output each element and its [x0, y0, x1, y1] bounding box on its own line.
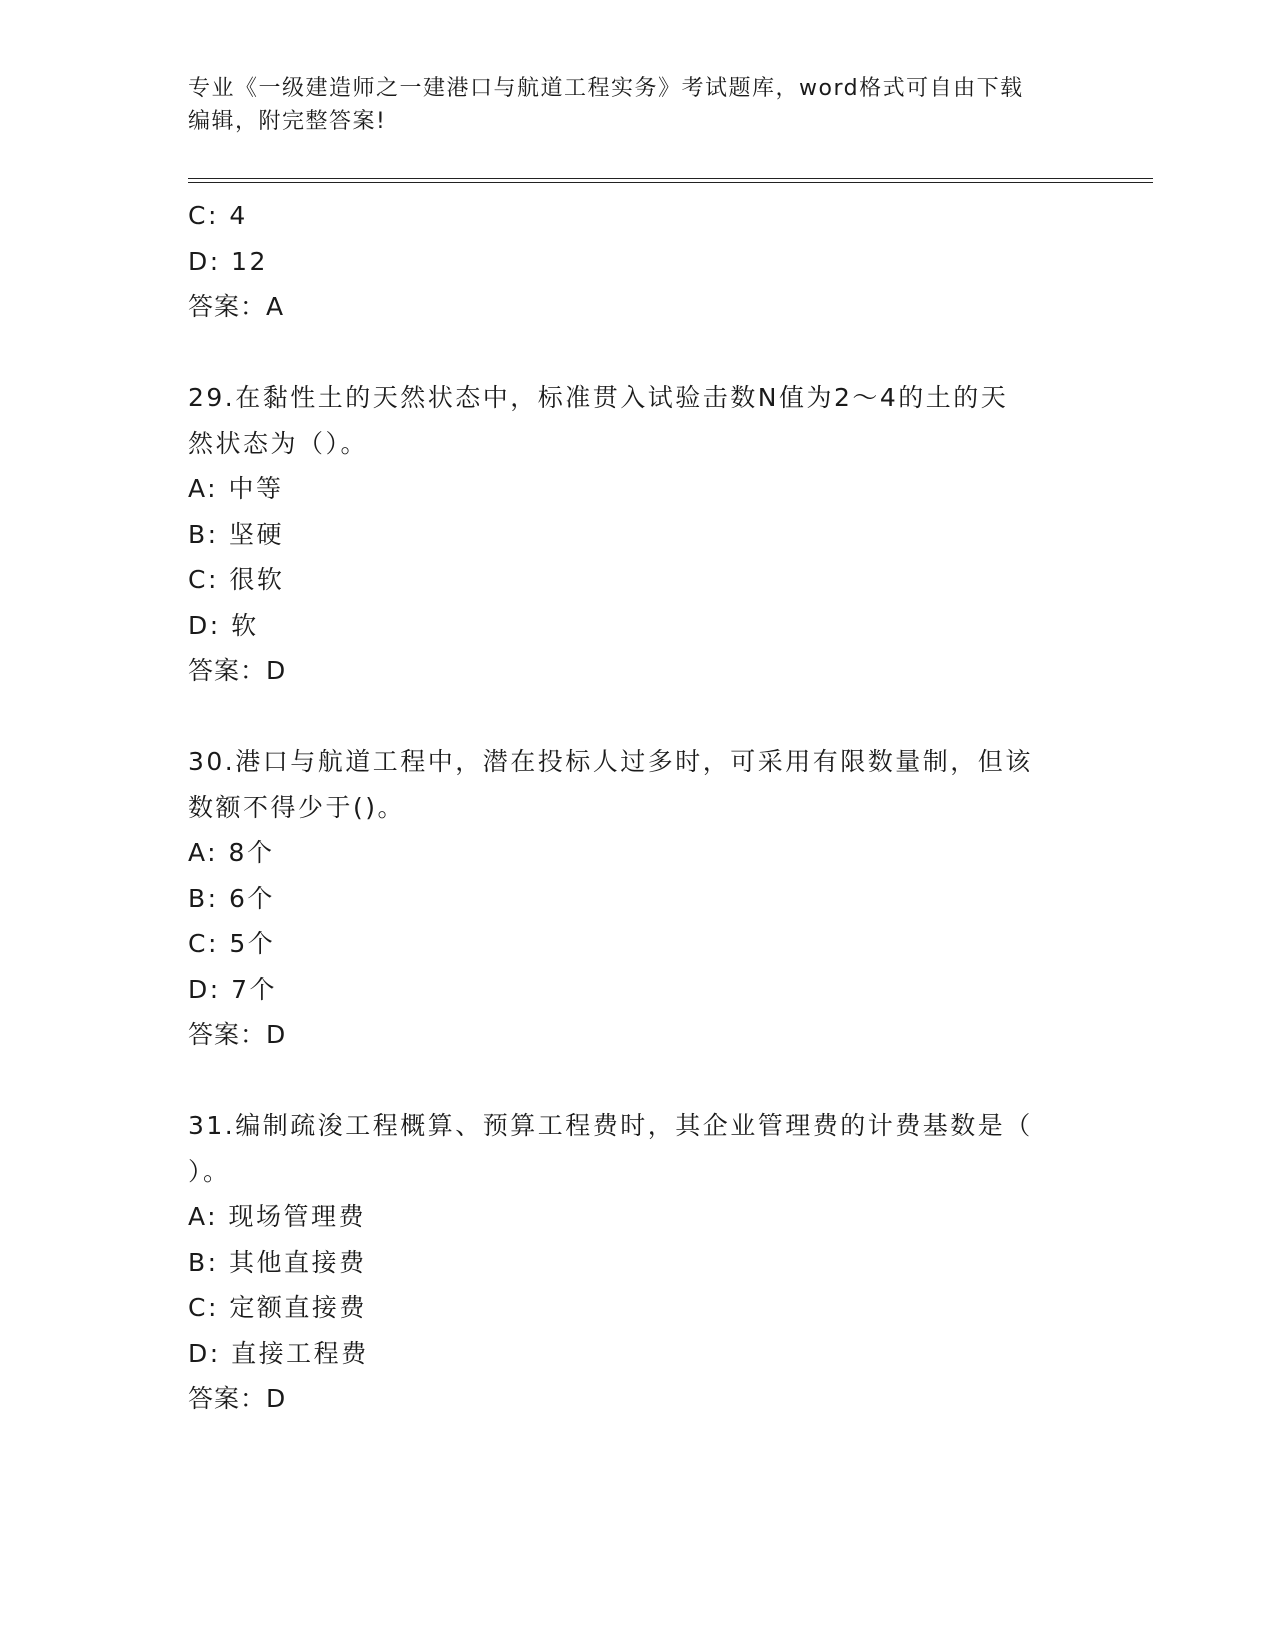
previous-question-tail [188, 193, 1088, 330]
option-d: D: 7个 [188, 974, 278, 1004]
question-stem: 29.在黏性土的天然状态中，标准贯入试验击数N值为2～4的土的天 [188, 383, 1009, 412]
option-a: A: 现场管理费 [188, 1202, 367, 1231]
header-line-1: 专业《一级建造师之一建港口与航道工程实务》考试题库，word格式可自由下载 [188, 76, 1024, 101]
question-29 [188, 375, 1088, 694]
answer-line: 答案：D [188, 1020, 287, 1049]
header-rule-bottom [188, 182, 1153, 183]
question-stem-continued: ）。 [188, 1156, 231, 1186]
question-spacer [188, 330, 1088, 376]
option-c: C: 4 [188, 201, 248, 230]
answer-line: 答案：A [188, 292, 285, 321]
option-c: C: 定额直接费 [188, 1293, 367, 1322]
question-stem-continued: 然状态为（）。 [188, 428, 369, 458]
question-spacer [188, 1058, 1088, 1104]
question-spacer [188, 694, 1088, 740]
option-d: D: 12 [188, 246, 268, 276]
option-d: D: 软 [188, 610, 259, 640]
header-rule-top [188, 178, 1153, 179]
answer-line: 答案：D [188, 656, 287, 685]
question-stem: 30.港口与航道工程中，潜在投标人过多时，可采用有限数量制，但该 [188, 747, 1033, 776]
option-c: C: 很软 [188, 565, 285, 594]
question-content [188, 193, 1088, 1422]
question-stem: 31.编制疏浚工程概算、预算工程费时，其企业管理费的计费基数是（ [188, 1111, 1033, 1140]
header-line-2: 编辑，附完整答案! [188, 109, 387, 134]
option-b: B: 其他直接费 [188, 1247, 367, 1277]
option-a: A: 中等 [188, 474, 284, 503]
document-header [188, 72, 1088, 138]
question-30 [188, 739, 1088, 1058]
option-a: A: 8个 [188, 838, 275, 867]
option-b: B: 6个 [188, 883, 275, 913]
answer-line: 答案：D [188, 1384, 287, 1413]
question-stem-continued: 数额不得少于()。 [188, 792, 406, 822]
option-b: B: 坚硬 [188, 519, 285, 549]
question-31 [188, 1103, 1088, 1422]
option-d: D: 直接工程费 [188, 1338, 369, 1368]
option-c: C: 5个 [188, 929, 276, 958]
